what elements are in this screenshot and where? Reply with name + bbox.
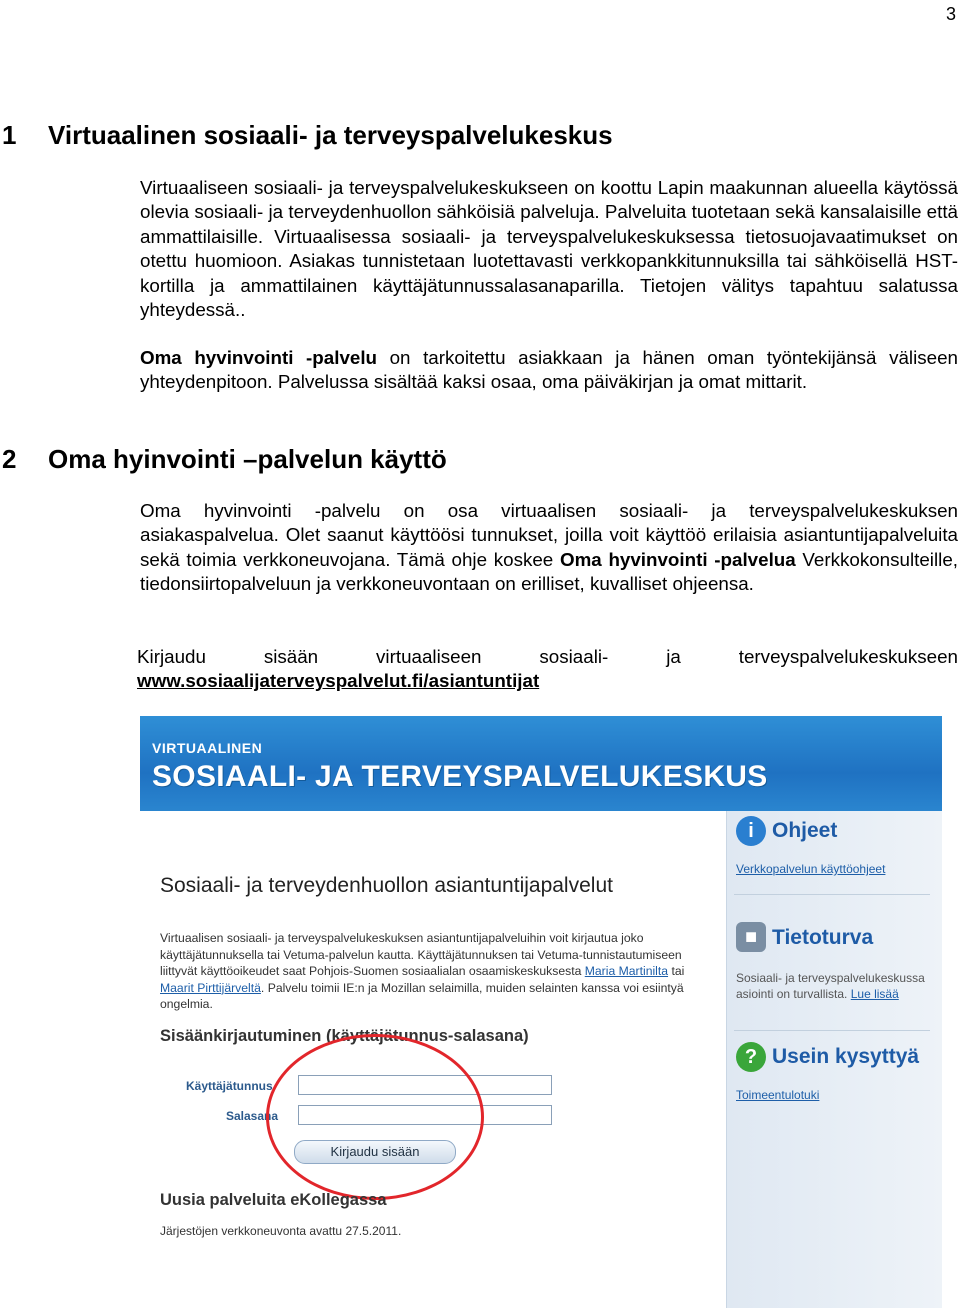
service-name-bold: Oma hyvinvointi -palvelu: [140, 347, 378, 368]
read-more-link[interactable]: Lue lisää: [850, 987, 899, 1001]
portal-intro-text: [160, 930, 698, 1013]
faq-link[interactable]: Toimeentulotuki: [736, 1088, 820, 1102]
section-1-number: 1: [2, 120, 17, 150]
section-1-paragraph-1: Virtuaaliseen sosiaali- ja terveyspalvelukeskukseen on koottu Lapin maakunnan alueella käytössä olevia sosiaali- ja terveydenhuollon sähköisiä palveluja. Palveluita tuotetaan sekä kansalaisille että ammattilaisille. Virtuaalisessa sosiaali- ja terveyspalvelukeskuksessa tietosuojavaatimukset on otettu huomioon. Asiakas tunnistetaan luotettavasti verkkopankkitunnuksilla tai sähköisellä HST-kortilla ja ammattilainen käyttäjätunnussalasanaparilla. Tietojen välitys tapahtuu salatussa yhteydessä..: [140, 177, 958, 321]
side-divider-2: [734, 1030, 930, 1031]
login-section-title: Sisäänkirjautuminen (käyttäjätunnus-salasana): [160, 1027, 529, 1045]
section-1-paragraph-2: [140, 346, 958, 395]
service-url-link[interactable]: www.sosiaalijaterveyspalvelut.fi/asiantuntijat: [137, 670, 540, 691]
news-title: Uusia palveluita eKollegassa: [160, 1191, 387, 1209]
help-link[interactable]: Verkkopalvelun käyttöohjeet: [736, 862, 886, 876]
section-1-paragraph-2-text: on tarkoitettu asiakkaan ja hänen oman työntekijänsä väliseen yhteydenpitoon. Palvelussa sisältää kaksi osaa, oma päiväkirjan ja omat mittarit.: [140, 347, 958, 393]
service-name-bold-2: Oma hyvinvointi -palvelua: [559, 548, 796, 570]
side-divider-1: [734, 894, 930, 895]
section-1-heading: [2, 120, 613, 151]
security-text: [736, 970, 926, 1002]
username-label: Käyttäjätunnus: [186, 1079, 273, 1093]
portal-screenshot: [140, 716, 942, 1308]
help-title: Ohjeet: [772, 819, 838, 842]
password-label: Salasana: [226, 1109, 279, 1123]
portal-main-title: Sosiaali- ja terveydenhuollon asiantuntijapalvelut: [160, 874, 613, 897]
intro-text-b: tai: [668, 964, 685, 979]
security-text-body: Sosiaali- ja terveyspalvelukeskussa asiointi on turvallista.: [736, 971, 925, 1001]
section-2-number: 2: [2, 444, 17, 474]
section-2-paragraph-1: [140, 499, 958, 597]
portal-banner: [140, 716, 942, 811]
page-number: 3: [945, 4, 956, 24]
news-item: Järjestöjen verkkoneuvonta avattu 27.5.2011.: [160, 1224, 402, 1238]
banner-title: SOSIAALI- JA TERVEYSPALVELUKESKUS: [152, 760, 768, 793]
contact-link-1[interactable]: Maria Martinilta: [584, 964, 669, 979]
banner-small-title: VIRTUAALINEN: [152, 740, 263, 756]
contact-link-2[interactable]: Maarit Pirttijärveltä: [160, 980, 261, 995]
faq-title: Usein kysyttyä: [772, 1045, 920, 1068]
login-link-line: [137, 669, 955, 693]
question-icon: ?: [736, 1042, 766, 1072]
section-1-title: Virtuaalinen sosiaali- ja terveyspalvelukeskus: [48, 120, 613, 150]
login-instruction: Kirjaudu sisään virtuaaliseen sosiaali- ja terveyspalvelukeskukseen: [137, 646, 958, 667]
lock-icon: ■: [736, 922, 766, 952]
intro-text-a: Virtuaalisen sosiaali- ja terveyspalvelukeskuksen asiantuntijapalveluihin voit kirjautua joko käyttäjätunnuksella tai Vetuma-palvelun kautta. Käyttäjätunnuksen tai Vetuma-tunnistautumiseen liittyvät käyttöoikeudet saat Pohjois-Suomen sosiaalialan osaamiskeskuksesta: [160, 931, 682, 979]
section-2-heading: [2, 444, 447, 475]
info-icon: i: [736, 816, 766, 846]
highlight-circle: [266, 1034, 484, 1200]
section-2-paragraph-1-text-a: Oma hyvinvointi -palvelu on osa virtuaalisen sosiaali- ja terveyspalvelukeskuksen asiakaspalvelua. Olet saanut käyttöösi tunnukset, joilla voit käyttöö erilaisia asiantuntijapalveluita sekä toimia verkkoneuvojana. Tämä ohje koskee: [140, 500, 958, 570]
login-button[interactable]: Kirjaudu sisään: [294, 1140, 456, 1164]
section-2-paragraph-1-text-b: Verkkokonsulteille, tiedonsiirtopalveluun ja verkkoneuvontaan on erilliset, kuvalliset ohjeensa.: [140, 548, 958, 595]
intro-text-c: . Palvelu toimii IE:n ja Mozillan selaimilla, muiden selainten kanssa voi esiintyä ongelmia.: [160, 980, 684, 1012]
section-2-title: Oma hyinvointi –palvelun käyttö: [48, 444, 447, 474]
security-title: Tietoturva: [772, 926, 874, 949]
